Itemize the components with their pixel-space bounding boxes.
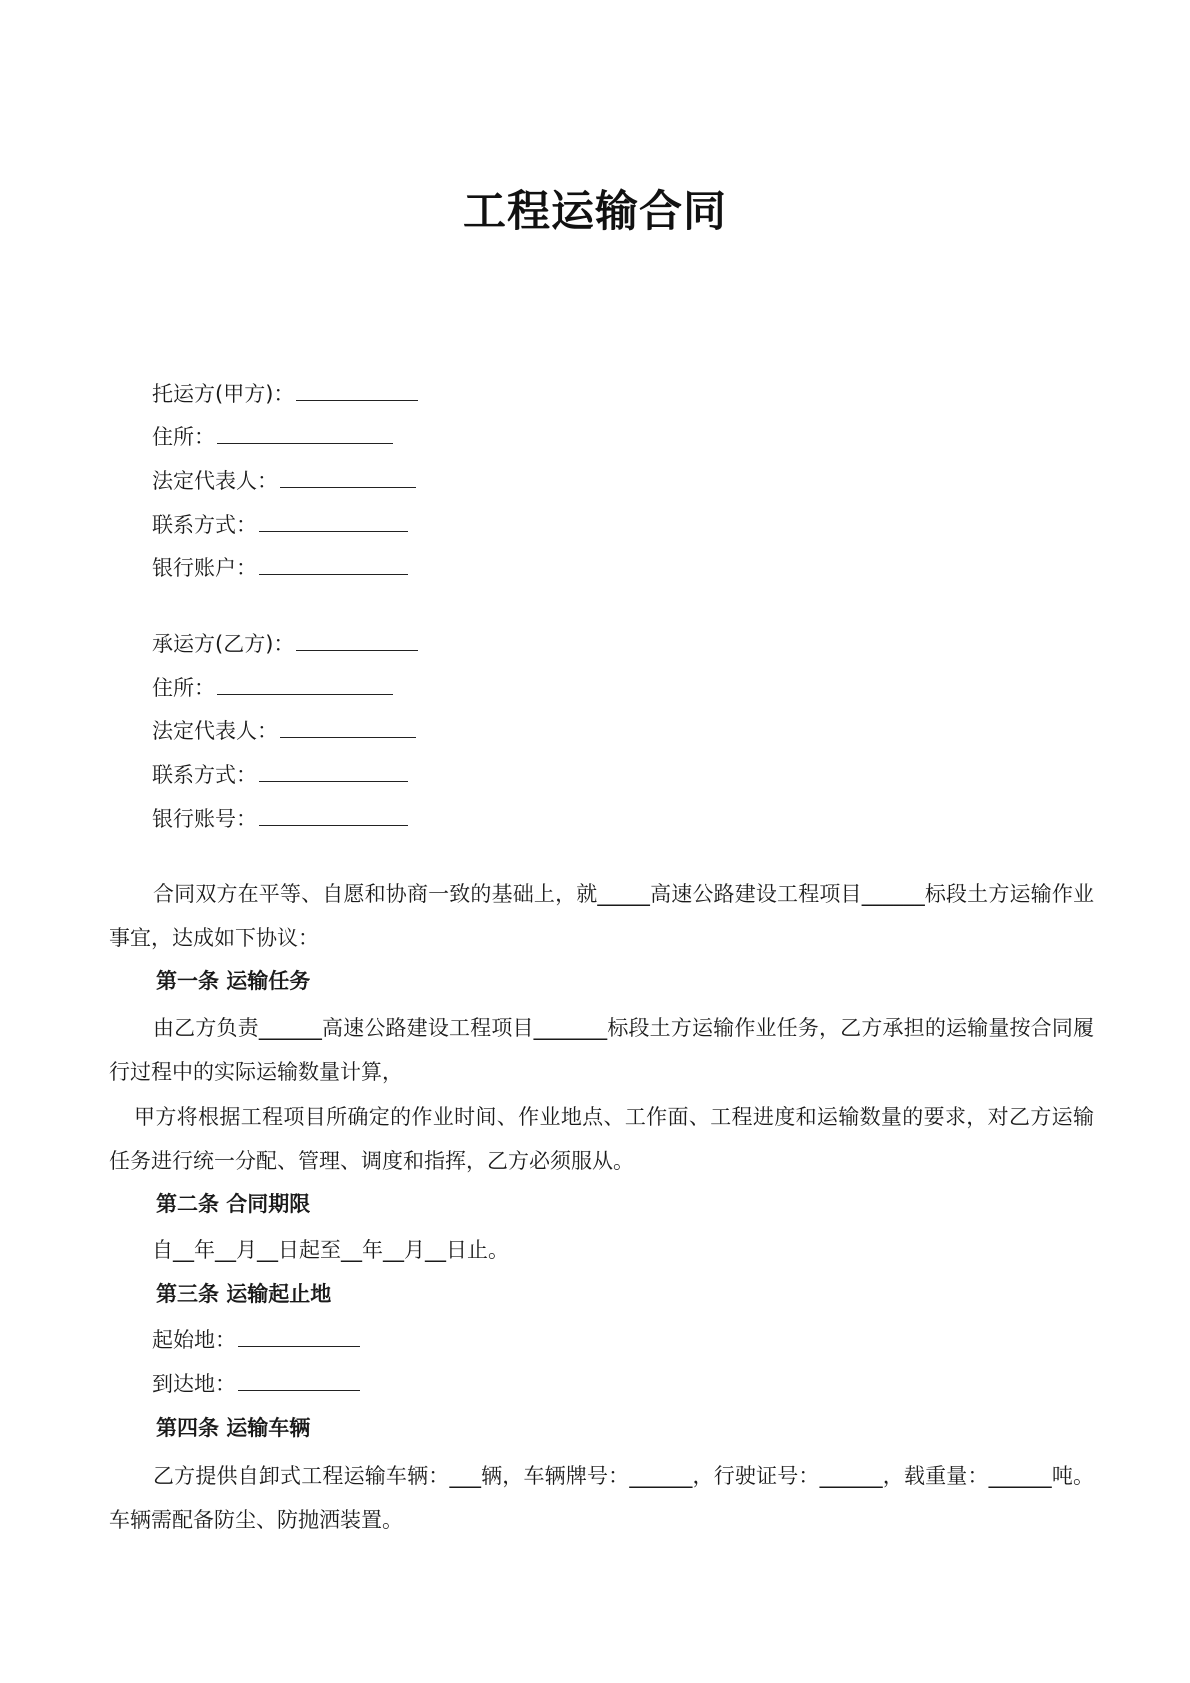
party-b-address-field [152, 672, 393, 703]
party-a-address-blank [217, 421, 393, 444]
origin-label: 起始地： [152, 1328, 236, 1352]
party-a-contact-field [152, 509, 408, 540]
party-b-legal-rep-field [152, 715, 416, 746]
party-a-legal-rep-field [152, 465, 416, 496]
party-a-name-field [152, 378, 418, 409]
party-b-name-blank [296, 628, 418, 651]
origin-blank [238, 1324, 360, 1347]
destination-field [152, 1368, 360, 1399]
article-4-heading: 第四条 运输车辆 [156, 1416, 311, 1440]
party-b-address-blank [217, 672, 393, 695]
party-a-address-label: 住所： [152, 425, 215, 449]
party-a-legal-rep-blank [280, 465, 416, 488]
party-a-bank-field [152, 552, 408, 583]
party-b-bank-field [152, 803, 408, 834]
party-a-address-field [152, 421, 393, 452]
article-1-heading: 第一条 运输任务 [156, 969, 311, 993]
party-b-bank-blank [259, 803, 408, 826]
article-2-heading: 第二条 合同期限 [156, 1192, 311, 1216]
party-b-bank-label: 银行账号： [152, 807, 257, 831]
party-b-legal-rep-label: 法定代表人： [152, 719, 278, 743]
party-b-legal-rep-blank [280, 715, 416, 738]
party-a-bank-label: 银行账户： [152, 556, 257, 580]
destination-blank [238, 1368, 360, 1391]
preamble-paragraph: 合同双方在平等、自愿和协商一致的基础上，就_____高速公路建设工程项目______标段土方运输作业事宜，达成如下协议： [109, 882, 1094, 950]
document-title: 工程运输合同 [463, 187, 727, 237]
party-b-contact-field [152, 759, 408, 790]
party-b-name-label: 承运方(乙方)： [152, 632, 295, 656]
article-1-paragraph-2: 甲方将根据工程项目所确定的作业时间、作业地点、工作面、工程进度和运输数量的要求，对乙方运输任务进行统一分配、管理、调度和指挥，乙方必须服从。 [109, 1105, 1094, 1173]
party-a-bank-blank [259, 552, 408, 575]
party-b-name-field [152, 628, 418, 659]
party-b-contact-blank [259, 759, 408, 782]
article-1-paragraph-1: 由乙方负责______高速公路建设工程项目_______标段土方运输作业任务，乙方承担的运输量按合同履行过程中的实际运输数量计算， [109, 1016, 1094, 1084]
party-b-address-label: 住所： [152, 676, 215, 700]
origin-field [152, 1324, 360, 1355]
party-a-contact-label: 联系方式： [152, 513, 257, 537]
party-a-contact-blank [259, 509, 408, 532]
party-a-name-label: 托运方(甲方)： [152, 382, 295, 406]
article-4-paragraph: 乙方提供自卸式工程运输车辆：___辆，车辆牌号：______，行驶证号：______，载重量：______吨。车辆需配备防尘、防抛洒装置。 [109, 1464, 1094, 1532]
party-a-legal-rep-label: 法定代表人： [152, 469, 278, 493]
destination-label: 到达地： [152, 1372, 236, 1396]
party-a-name-blank [296, 378, 418, 401]
article-3-heading: 第三条 运输起止地 [156, 1282, 332, 1306]
party-b-contact-label: 联系方式： [152, 763, 257, 787]
article-2-term-text: 自__年__月__日起至__年__月__日止。 [152, 1238, 509, 1262]
